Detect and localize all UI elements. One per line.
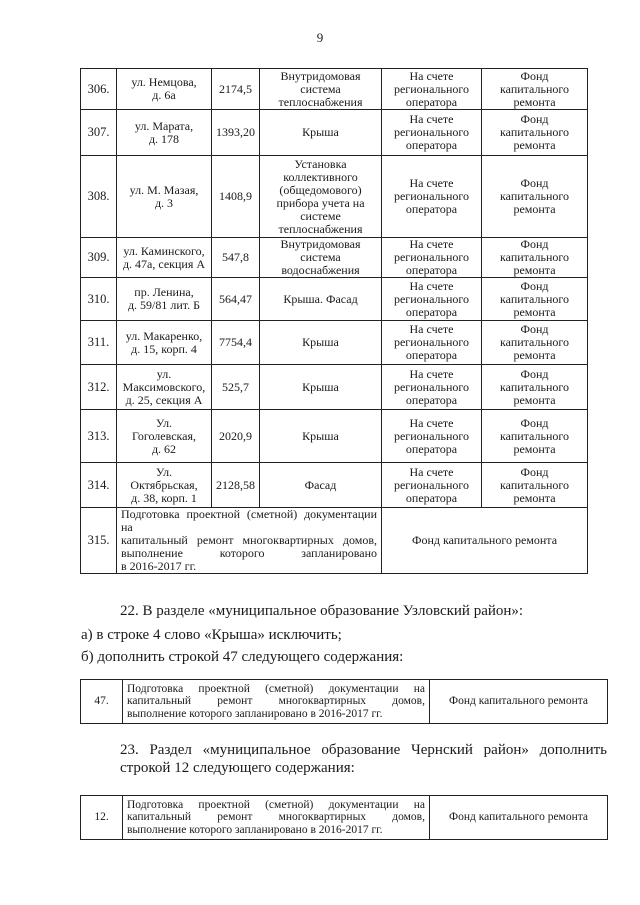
address-cell-line: Гоголевская, xyxy=(131,428,197,443)
account-cell-line: оператора xyxy=(405,263,458,277)
section-22-heading: 22. В разделе «муниципальное образование Узловский район»: xyxy=(120,603,524,619)
work-line: выполнение которого запланировано в 2016-2017 гг. xyxy=(127,707,383,720)
address-cell-line: д. 62 xyxy=(151,441,177,456)
work-type-cell-line: Установка xyxy=(294,156,347,171)
account-cell-line: На счете xyxy=(409,68,454,83)
address-cell-line: Ул. xyxy=(155,464,173,479)
address-cell-line: д. 3 xyxy=(154,195,174,210)
address-cell xyxy=(117,69,212,110)
row-number: 313. xyxy=(81,410,117,463)
funding-source-cell xyxy=(482,156,588,238)
account-cell-line: оператора xyxy=(405,348,458,362)
work-type-cell-line: Крыша xyxy=(302,428,339,443)
table-row xyxy=(81,508,588,574)
account-cell-line: На счете xyxy=(409,322,454,336)
main-table xyxy=(80,68,588,574)
table-row xyxy=(81,69,588,110)
account-cell-line: оператора xyxy=(405,138,458,152)
funding-source-cell xyxy=(482,463,588,508)
address-cell xyxy=(117,156,212,238)
account-cell-line: На счете xyxy=(409,237,454,251)
funding-source: Фонд капитального ремонта xyxy=(430,680,608,724)
work-line: выполнение которого запланировано в 2016-2017 гг. xyxy=(127,823,383,836)
funding-source-cell-line: капитального xyxy=(500,477,569,492)
funding-source-cell-line: Фонд xyxy=(520,322,549,336)
funding-source-cell xyxy=(482,365,588,410)
funding-source-cell-line: ремонта xyxy=(513,94,556,109)
account-cell-line: оператора xyxy=(405,490,458,505)
account-cell-line: На счете xyxy=(409,278,454,293)
work-line: выполнение которого запланировано xyxy=(121,546,377,560)
funding-source-cell-line: Фонд xyxy=(520,464,549,479)
account-cell-line: регионального xyxy=(393,291,470,306)
address-cell-line: ул. Немцова, xyxy=(131,75,197,89)
work-type-cell-line: Крыша xyxy=(302,379,339,394)
area-cell: 1408,9 xyxy=(212,156,260,238)
work-line: капитальный ремонт многоквартирных домов, xyxy=(127,695,425,708)
table-row xyxy=(81,110,588,156)
address-cell-line: Ул. xyxy=(155,415,173,430)
row-number: 309. xyxy=(81,238,117,278)
funding-source-cell xyxy=(482,69,588,110)
address-cell-line: ул. xyxy=(156,366,172,381)
funding-source-cell-line: ремонта xyxy=(513,348,556,362)
area-cell: 2174,5 xyxy=(212,69,260,110)
funding-source-cell-line: ремонта xyxy=(513,138,556,152)
work-type-cell-line: теплоснабжения xyxy=(278,94,363,109)
address-cell xyxy=(117,278,212,321)
work-type-cell-line: Внутридомовая xyxy=(280,237,361,251)
work-type-cell-line: Крыша xyxy=(302,335,339,349)
work-type-cell xyxy=(260,238,382,278)
address-cell-line: ул. М. Мазая, xyxy=(129,182,199,197)
funding-source-cell-line: капитального xyxy=(500,428,569,443)
account-cell-line: регионального xyxy=(393,81,470,96)
funding-source-cell-line: Фонд xyxy=(520,415,549,430)
funding-source-cell xyxy=(482,410,588,463)
funding-source-cell-line: ремонта xyxy=(513,263,556,277)
row-number: 307. xyxy=(81,110,117,156)
work-line: капитальный ремонт многоквартирных домов, xyxy=(121,533,377,547)
row-number: 314. xyxy=(81,463,117,508)
account-cell-line: На счете xyxy=(409,176,454,190)
address-cell-line: д. 6а xyxy=(152,88,176,102)
address-cell-line: д. 178 xyxy=(148,131,180,146)
area-cell: 2128,58 xyxy=(212,463,260,508)
address-cell xyxy=(117,110,212,156)
funding-source-cell-line: ремонта xyxy=(513,490,556,505)
address-cell-line: д. 38, корп. 1 xyxy=(131,490,197,505)
funding-source-cell-line: ремонта xyxy=(513,304,556,319)
row-number: 312. xyxy=(81,365,117,410)
address-cell xyxy=(117,238,212,278)
work-type-cell-line: водоснабжения xyxy=(281,263,360,277)
address-cell-line: д. 15, корп. 4 xyxy=(131,341,197,356)
account-cell-line: На счете xyxy=(409,112,454,126)
address-cell xyxy=(117,321,212,365)
funding-source-cell xyxy=(482,238,588,278)
work-type-cell xyxy=(260,365,382,410)
row-number: 308. xyxy=(81,156,117,238)
work-line: Подготовка проектной (сметной) документации на xyxy=(121,507,377,534)
work-type-cell-line: прибора учета на xyxy=(276,195,365,210)
account-cell-line: оператора xyxy=(405,441,458,456)
section-22-item-b: б) дополнить строкой 47 следующего содержания: xyxy=(81,649,404,665)
account-cell-line: регионального xyxy=(393,379,470,394)
funding-source-cell-line: ремонта xyxy=(513,441,556,456)
work-type-cell-line: системе xyxy=(300,208,341,223)
row-number: 310. xyxy=(81,278,117,321)
account-cell-line: На счете xyxy=(409,415,454,430)
funding-source-cell-line: капитального xyxy=(500,125,569,139)
work-type-cell-line: (общедомового) xyxy=(279,182,362,197)
account-cell-line: регионального xyxy=(393,428,470,443)
account-cell xyxy=(382,238,482,278)
work-description xyxy=(117,508,382,574)
table-row xyxy=(81,463,588,508)
account-cell-line: регионального xyxy=(393,189,470,203)
address-cell xyxy=(117,463,212,508)
account-cell xyxy=(382,278,482,321)
funding-source-cell-line: капитального xyxy=(500,335,569,349)
funding-source-cell xyxy=(482,321,588,365)
row-number: 47. xyxy=(81,680,123,724)
work-type-cell xyxy=(260,156,382,238)
work-type-cell xyxy=(260,321,382,365)
area-cell: 1393,20 xyxy=(212,110,260,156)
table-row-47 xyxy=(80,679,608,724)
account-cell xyxy=(382,410,482,463)
work-line: в 2016-2017 гг. xyxy=(121,559,197,573)
address-cell-line: ул. Каминского, xyxy=(123,243,205,258)
area-cell: 547,8 xyxy=(212,238,260,278)
table-row xyxy=(81,238,588,278)
funding-source-cell-line: ремонта xyxy=(513,392,556,407)
table-row xyxy=(81,365,588,410)
account-cell xyxy=(382,69,482,110)
funding-source-cell xyxy=(482,110,588,156)
account-cell xyxy=(382,463,482,508)
work-type-cell-line: Внутридомовая xyxy=(280,68,361,83)
main-table-body xyxy=(81,69,588,574)
work-type-cell xyxy=(260,110,382,156)
area-cell: 2020,9 xyxy=(212,410,260,463)
table-row xyxy=(81,410,588,463)
account-cell-line: регионального xyxy=(393,335,470,349)
funding-source-cell-line: ремонта xyxy=(513,202,556,216)
funding-source-cell-line: Фонд xyxy=(520,176,549,190)
area-cell: 525,7 xyxy=(212,365,260,410)
account-cell-line: регионального xyxy=(393,125,470,139)
funding-source-cell-line: Фонд xyxy=(520,237,549,251)
account-cell-line: На счете xyxy=(409,464,454,479)
account-cell-line: оператора xyxy=(405,94,458,109)
account-cell-line: регионального xyxy=(393,250,470,264)
address-cell-line: д. 59/81 лит. Б xyxy=(127,298,201,312)
section-23-text: 23. Раздел «муниципальное образование Чернский район» дополнить строкой 12 следующего содержания: xyxy=(120,742,607,776)
account-cell-line: оператора xyxy=(405,392,458,407)
account-cell xyxy=(382,321,482,365)
work-line: Подготовка проектной (сметной) документации на xyxy=(127,682,425,695)
work-type-cell xyxy=(260,463,382,508)
row-number: 311. xyxy=(81,321,117,365)
address-cell-line: Октябрьская, xyxy=(130,477,198,492)
account-cell-line: оператора xyxy=(405,304,458,319)
work-type-cell-line: теплоснабжения xyxy=(278,221,363,236)
work-type-cell-line: Фасад xyxy=(304,477,337,492)
address-cell-line: д. 47а, секция А xyxy=(122,256,206,271)
section-22-item-a: а) в строке 4 слово «Крыша» исключить; xyxy=(81,627,342,643)
funding-source-cell-line: Фонд xyxy=(520,68,549,83)
table-row xyxy=(81,321,588,365)
row-number: 315. xyxy=(81,508,117,574)
work-type-cell-line: система xyxy=(300,81,341,96)
work-type-cell-line: коллективного xyxy=(283,169,358,184)
table-row xyxy=(81,156,588,238)
table-row xyxy=(81,278,588,321)
address-cell-line: Максимовского, xyxy=(122,379,206,394)
row-number: 306. xyxy=(81,69,117,110)
area-cell: 7754,4 xyxy=(212,321,260,365)
table-row-12 xyxy=(80,795,608,840)
address-cell-line: д. 25, секция А xyxy=(125,392,203,407)
funding-source-cell-line: Фонд xyxy=(520,112,549,126)
work-line: Подготовка проектной (сметной) документации на xyxy=(127,798,425,811)
work-type-cell xyxy=(260,278,382,321)
funding-source-cell-line: капитального xyxy=(500,291,569,306)
funding-source-cell-line: капитального xyxy=(500,250,569,264)
work-line: капитальный ремонт многоквартирных домов, xyxy=(127,811,425,824)
account-cell xyxy=(382,156,482,238)
work-type-cell-line: Крыша xyxy=(302,125,339,139)
funding-source-cell xyxy=(482,278,588,321)
account-cell-line: оператора xyxy=(405,202,458,216)
work-type-cell xyxy=(260,410,382,463)
funding-source: Фонд капитального ремонта xyxy=(382,508,588,574)
work-description xyxy=(123,796,430,840)
account-cell-line: На счете xyxy=(409,366,454,381)
address-cell xyxy=(117,365,212,410)
row-number: 12. xyxy=(81,796,123,840)
address-cell xyxy=(117,410,212,463)
page-number: 9 xyxy=(316,30,324,45)
work-type-cell-line: система xyxy=(300,250,341,264)
address-cell-line: пр. Ленина, xyxy=(134,285,194,299)
work-type-cell xyxy=(260,69,382,110)
funding-source: Фонд капитального ремонта xyxy=(430,796,608,840)
account-cell-line: регионального xyxy=(393,477,470,492)
account-cell xyxy=(382,110,482,156)
address-cell-line: ул. Марата, xyxy=(134,118,194,133)
address-cell-line: ул. Макаренко, xyxy=(125,328,203,343)
funding-source-cell-line: Фонд xyxy=(520,366,549,381)
work-description xyxy=(123,680,430,724)
area-cell: 564,47 xyxy=(212,278,260,321)
funding-source-cell-line: капитального xyxy=(500,189,569,203)
funding-source-cell-line: капитального xyxy=(500,81,569,96)
funding-source-cell-line: капитального xyxy=(500,379,569,394)
account-cell xyxy=(382,365,482,410)
funding-source-cell-line: Фонд xyxy=(520,278,549,293)
work-type-cell-line: Крыша. Фасад xyxy=(283,291,358,306)
